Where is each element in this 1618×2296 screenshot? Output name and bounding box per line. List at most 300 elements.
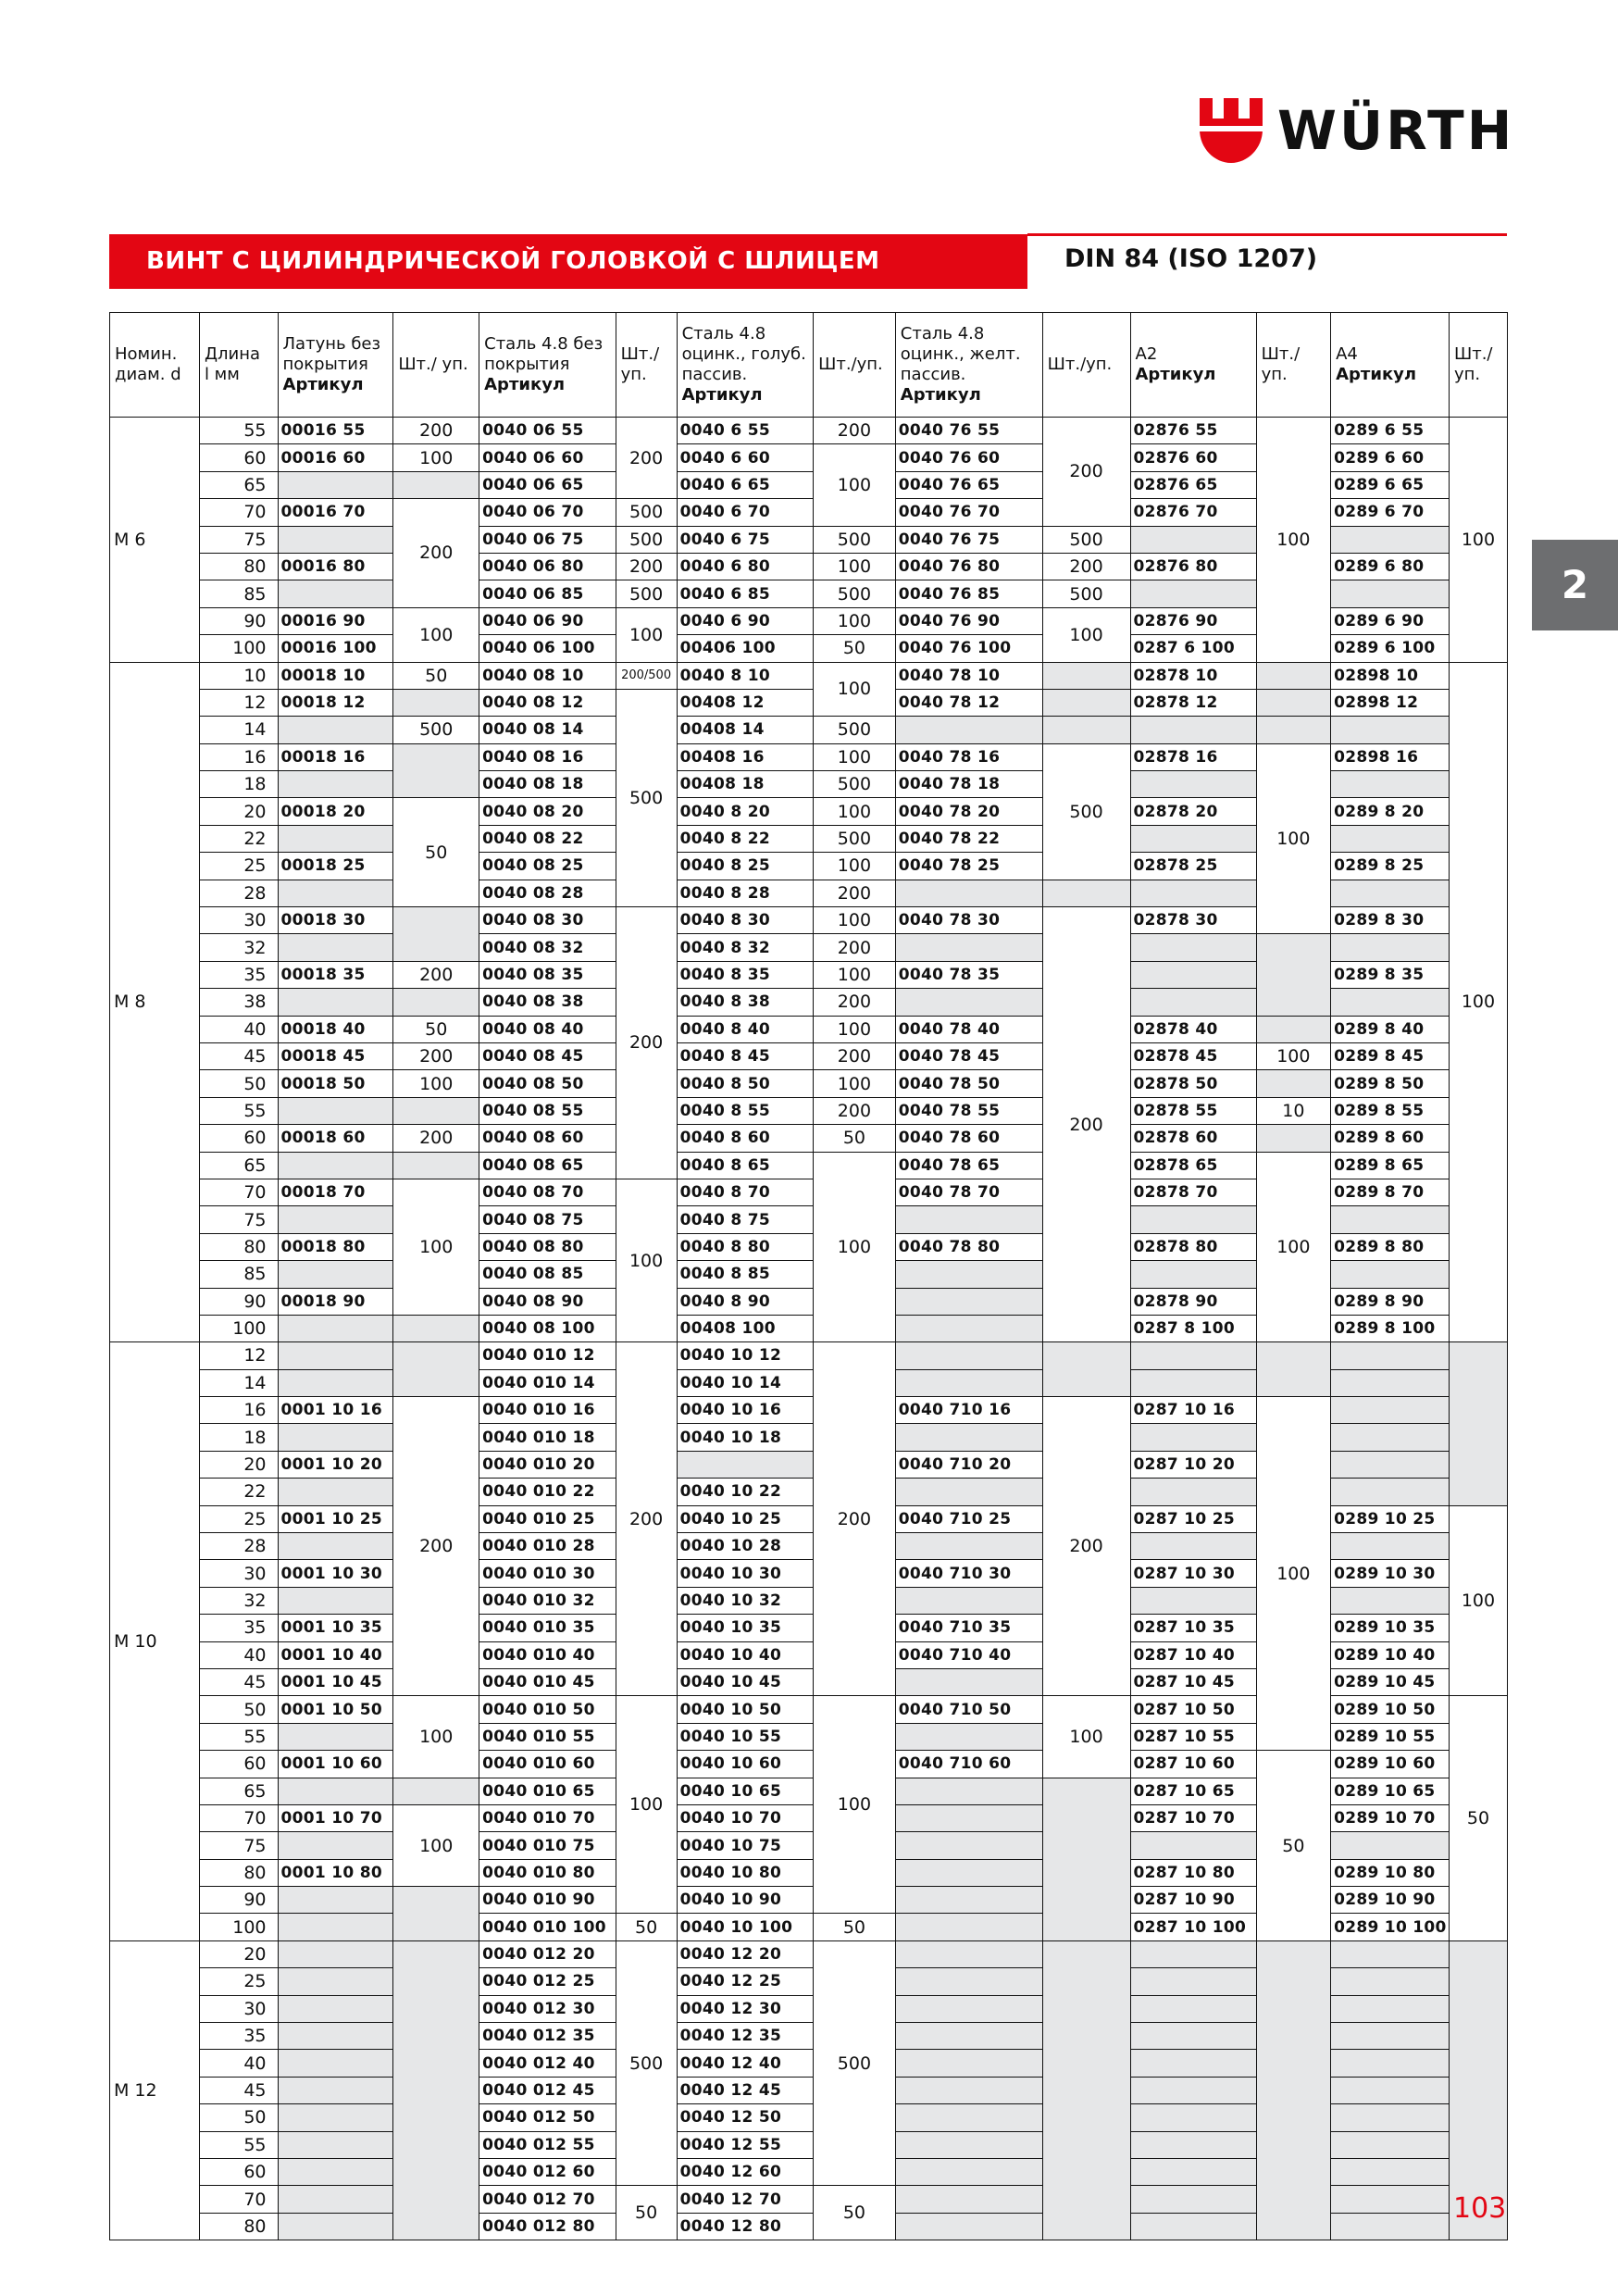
length-cell: 50 bbox=[199, 1696, 278, 1723]
steel-article: 0040 08 10 bbox=[479, 662, 616, 689]
zinc-yellow-article: 0040 78 16 bbox=[895, 743, 1042, 770]
zinc-yellow-article: 0040 76 65 bbox=[895, 471, 1042, 498]
steel-article: 0040 010 12 bbox=[479, 1342, 616, 1369]
zinc-blue-article: 0040 10 75 bbox=[677, 1832, 813, 1859]
length-cell: 70 bbox=[199, 1804, 278, 1831]
zinc-yellow-article bbox=[895, 1315, 1042, 1341]
zinc-blue-article: 0040 10 65 bbox=[677, 1778, 813, 1804]
length-cell: 75 bbox=[199, 1832, 278, 1859]
a2-article bbox=[1130, 1832, 1256, 1859]
zinc-blue-article: 00408 16 bbox=[677, 743, 813, 770]
a2-article bbox=[1130, 1342, 1256, 1369]
length-cell: 40 bbox=[199, 2050, 278, 2077]
length-cell: 35 bbox=[199, 1615, 278, 1641]
length-cell: 100 bbox=[199, 1315, 278, 1341]
zinc-blue-article: 0040 8 65 bbox=[677, 1152, 813, 1179]
a4-article: 0289 10 65 bbox=[1331, 1778, 1450, 1804]
steel-article: 0040 06 85 bbox=[479, 580, 616, 607]
brass-qty: 50 bbox=[393, 798, 479, 907]
a2-article: 0287 10 55 bbox=[1130, 1723, 1256, 1750]
length-cell: 70 bbox=[199, 1179, 278, 1205]
zinc-blue-article: 0040 6 90 bbox=[677, 607, 813, 634]
length-cell: 85 bbox=[199, 1261, 278, 1288]
brass-qty: 50 bbox=[393, 662, 479, 689]
zinc-blue-article: 0040 8 10 bbox=[677, 662, 813, 689]
length-cell: 60 bbox=[199, 444, 278, 471]
steel-qty: 500 bbox=[616, 689, 677, 906]
steel-article: 0040 06 90 bbox=[479, 607, 616, 634]
a4-article bbox=[1331, 2159, 1450, 2186]
brass-article bbox=[278, 1206, 393, 1233]
brass-article bbox=[278, 1424, 393, 1451]
zinc-yellow-article: 0040 78 25 bbox=[895, 853, 1042, 880]
a4-article: 0289 8 65 bbox=[1331, 1152, 1450, 1179]
steel-article: 0040 010 22 bbox=[479, 1479, 616, 1505]
a4-article bbox=[1331, 1587, 1450, 1614]
a2-article bbox=[1130, 1424, 1256, 1451]
a4-article: 0289 10 70 bbox=[1331, 1804, 1450, 1831]
zinc-blue-article: 0040 10 25 bbox=[677, 1505, 813, 1532]
zinc-blue-qty: 50 bbox=[814, 2186, 896, 2240]
steel-article: 0040 010 16 bbox=[479, 1397, 616, 1424]
a2-article: 0287 6 100 bbox=[1130, 635, 1256, 662]
steel-article: 0040 08 16 bbox=[479, 743, 616, 770]
zinc-yellow-article: 0040 78 20 bbox=[895, 798, 1042, 825]
brass-article bbox=[278, 1587, 393, 1614]
a2-article: 02878 20 bbox=[1130, 798, 1256, 825]
zinc-blue-qty: 100 bbox=[814, 1016, 896, 1042]
steel-article: 0040 010 32 bbox=[479, 1587, 616, 1614]
brass-qty bbox=[393, 1342, 479, 1397]
zinc-yellow-article: 0040 76 60 bbox=[895, 444, 1042, 471]
zinc-yellow-article bbox=[895, 1533, 1042, 1560]
zinc-blue-article: 00408 12 bbox=[677, 689, 813, 716]
table-row bbox=[110, 1125, 1508, 1152]
zinc-yellow-article bbox=[895, 2023, 1042, 2050]
a2-article bbox=[1130, 717, 1256, 743]
steel-article: 0040 012 25 bbox=[479, 1968, 616, 1995]
zinc-blue-article: 0040 8 30 bbox=[677, 907, 813, 934]
a2-article: 02878 45 bbox=[1130, 1042, 1256, 1069]
table-body bbox=[110, 418, 1508, 2240]
zinc-blue-qty: 500 bbox=[814, 1940, 896, 2186]
title-bar bbox=[109, 234, 1027, 289]
steel-article: 0040 010 50 bbox=[479, 1696, 616, 1723]
zinc-blue-qty: 100 bbox=[814, 743, 896, 770]
zinc-yellow-qty bbox=[1042, 880, 1130, 906]
length-cell: 100 bbox=[199, 1914, 278, 1940]
zinc-blue-qty: 500 bbox=[814, 825, 896, 852]
steel-article: 0040 08 22 bbox=[479, 825, 616, 852]
a2-article: 0287 10 45 bbox=[1130, 1668, 1256, 1695]
zinc-blue-article: 00408 18 bbox=[677, 771, 813, 798]
a2-qty bbox=[1256, 1016, 1330, 1042]
length-cell: 55 bbox=[199, 1097, 278, 1124]
brass-qty bbox=[393, 1097, 479, 1124]
steel-qty: 200 bbox=[616, 553, 677, 580]
steel-article: 0040 08 55 bbox=[479, 1097, 616, 1124]
zinc-blue-article: 00408 14 bbox=[677, 717, 813, 743]
a2-article bbox=[1130, 1261, 1256, 1288]
zinc-yellow-article bbox=[895, 2104, 1042, 2131]
zinc-blue-article: 0040 8 60 bbox=[677, 1125, 813, 1152]
a2-article: 02876 55 bbox=[1130, 418, 1256, 444]
page-title: ВИНТ С ЦИЛИНДРИЧЕСКОЙ ГОЛОВКОЙ С ШЛИЦЕМ bbox=[146, 247, 880, 275]
zinc-blue-qty: 100 bbox=[814, 607, 896, 634]
steel-article: 0040 010 80 bbox=[479, 1859, 616, 1886]
zinc-yellow-qty bbox=[1042, 1940, 1130, 2240]
header-a4: A4 Артикул bbox=[1331, 313, 1450, 418]
steel-article: 0040 08 80 bbox=[479, 1233, 616, 1260]
zinc-yellow-qty: 200 bbox=[1042, 907, 1130, 1342]
length-cell: 45 bbox=[199, 1668, 278, 1695]
steel-article: 0040 08 30 bbox=[479, 907, 616, 934]
a2-article: 02878 80 bbox=[1130, 1233, 1256, 1260]
zinc-blue-article: 0040 12 20 bbox=[677, 1940, 813, 1967]
a4-article: 0289 8 55 bbox=[1331, 1097, 1450, 1124]
a2-qty bbox=[1256, 717, 1330, 743]
length-cell: 60 bbox=[199, 2159, 278, 2186]
table-header-row bbox=[110, 313, 1508, 418]
brass-article: 00018 20 bbox=[278, 798, 393, 825]
zinc-yellow-article: 0040 78 10 bbox=[895, 662, 1042, 689]
steel-article: 0040 012 70 bbox=[479, 2186, 616, 2213]
brass-article: 00018 35 bbox=[278, 961, 393, 988]
a4-article: 0289 10 50 bbox=[1331, 1696, 1450, 1723]
zinc-blue-article: 00408 100 bbox=[677, 1315, 813, 1341]
diameter-cell: M 6 bbox=[110, 418, 200, 663]
brass-article bbox=[278, 1152, 393, 1179]
length-cell: 32 bbox=[199, 1587, 278, 1614]
a4-article: 0289 10 55 bbox=[1331, 1723, 1450, 1750]
a2-article: 0287 10 25 bbox=[1130, 1505, 1256, 1532]
length-cell: 12 bbox=[199, 689, 278, 716]
length-cell: 75 bbox=[199, 526, 278, 553]
steel-article: 0040 06 65 bbox=[479, 471, 616, 498]
a2-article: 0287 10 50 bbox=[1130, 1696, 1256, 1723]
zinc-yellow-article: 0040 78 22 bbox=[895, 825, 1042, 852]
a4-article: 0289 10 80 bbox=[1331, 1859, 1450, 1886]
length-cell: 18 bbox=[199, 1424, 278, 1451]
a2-article: 02878 30 bbox=[1130, 907, 1256, 934]
zinc-yellow-article bbox=[895, 1206, 1042, 1233]
brass-article bbox=[278, 2131, 393, 2158]
table-row bbox=[110, 1152, 1508, 1179]
zinc-yellow-article: 0040 78 45 bbox=[895, 1042, 1042, 1069]
zinc-blue-qty: 200 bbox=[814, 1042, 896, 1069]
zinc-yellow-article: 0040 76 75 bbox=[895, 526, 1042, 553]
a4-article: 0289 8 40 bbox=[1331, 1016, 1450, 1042]
a2-qty bbox=[1256, 1070, 1330, 1097]
length-cell: 45 bbox=[199, 1042, 278, 1069]
a2-article bbox=[1130, 2050, 1256, 2077]
header-qty: Шт./ уп. bbox=[1449, 313, 1507, 418]
brass-article: 0001 10 80 bbox=[278, 1859, 393, 1886]
zinc-yellow-qty bbox=[1042, 689, 1130, 716]
brass-qty: 200 bbox=[393, 499, 479, 608]
a2-article bbox=[1130, 2104, 1256, 2131]
brass-article: 00018 70 bbox=[278, 1179, 393, 1205]
steel-article: 0040 08 60 bbox=[479, 1125, 616, 1152]
zinc-yellow-qty: 200 bbox=[1042, 1397, 1130, 1696]
zinc-blue-article: 0040 10 70 bbox=[677, 1804, 813, 1831]
zinc-blue-qty: 200 bbox=[814, 934, 896, 961]
brass-qty: 100 bbox=[393, 607, 479, 662]
brass-article: 0001 10 70 bbox=[278, 1804, 393, 1831]
a2-article: 02878 55 bbox=[1130, 1097, 1256, 1124]
length-cell: 80 bbox=[199, 2213, 278, 2240]
header-diam: Номин. диам. d bbox=[110, 313, 200, 418]
zinc-yellow-article: 0040 78 65 bbox=[895, 1152, 1042, 1179]
zinc-blue-article: 0040 8 22 bbox=[677, 825, 813, 852]
brass-article bbox=[278, 526, 393, 553]
zinc-yellow-article bbox=[895, 1723, 1042, 1750]
zinc-yellow-article bbox=[895, 880, 1042, 906]
a2-qty: 50 bbox=[1256, 1751, 1330, 1941]
length-cell: 45 bbox=[199, 2077, 278, 2103]
header-brass: Латунь без покрытия Артикул bbox=[278, 313, 393, 418]
length-cell: 30 bbox=[199, 1560, 278, 1587]
a2-qty: 100 bbox=[1256, 1397, 1330, 1751]
zinc-yellow-qty bbox=[1042, 1342, 1130, 1397]
zinc-blue-article: 0040 10 55 bbox=[677, 1723, 813, 1750]
zinc-blue-qty: 50 bbox=[814, 1125, 896, 1152]
a2-qty: 100 bbox=[1256, 418, 1330, 663]
steel-article: 0040 012 50 bbox=[479, 2104, 616, 2131]
table-row bbox=[110, 1940, 1508, 1967]
zinc-yellow-article: 0040 710 40 bbox=[895, 1641, 1042, 1668]
brass-qty bbox=[393, 989, 479, 1016]
standard-label: DIN 84 (ISO 1207) bbox=[1064, 244, 1318, 273]
zinc-yellow-article bbox=[895, 1288, 1042, 1315]
a2-article bbox=[1130, 2159, 1256, 2186]
a4-qty: 50 bbox=[1449, 1696, 1507, 1941]
brass-article: 00016 90 bbox=[278, 607, 393, 634]
steel-article: 0040 010 45 bbox=[479, 1668, 616, 1695]
zinc-blue-qty: 200 bbox=[814, 1097, 896, 1124]
length-cell: 20 bbox=[199, 798, 278, 825]
brass-article: 0001 10 20 bbox=[278, 1451, 393, 1478]
a2-article: 02876 80 bbox=[1130, 553, 1256, 580]
brass-article bbox=[278, 1832, 393, 1859]
a4-article bbox=[1331, 717, 1450, 743]
length-cell: 50 bbox=[199, 2104, 278, 2131]
steel-article: 0040 08 18 bbox=[479, 771, 616, 798]
a2-article: 02878 25 bbox=[1130, 853, 1256, 880]
brass-article: 0001 10 60 bbox=[278, 1751, 393, 1778]
steel-qty: 100 bbox=[616, 607, 677, 662]
zinc-yellow-article bbox=[895, 989, 1042, 1016]
brass-article bbox=[278, 825, 393, 852]
zinc-yellow-article bbox=[895, 1587, 1042, 1614]
a2-article bbox=[1130, 1995, 1256, 2022]
zinc-yellow-article bbox=[895, 1995, 1042, 2022]
a4-qty: 100 bbox=[1449, 1505, 1507, 1696]
steel-article: 0040 08 50 bbox=[479, 1070, 616, 1097]
a2-article: 0287 10 35 bbox=[1130, 1615, 1256, 1641]
table-row bbox=[110, 717, 1508, 743]
brass-article: 00016 100 bbox=[278, 635, 393, 662]
a4-article bbox=[1331, 580, 1450, 607]
brass-article bbox=[278, 2159, 393, 2186]
a4-qty: 100 bbox=[1449, 418, 1507, 663]
brass-qty: 200 bbox=[393, 961, 479, 988]
zinc-blue-qty: 100 bbox=[814, 1070, 896, 1097]
table-row bbox=[110, 1097, 1508, 1124]
zinc-blue-qty: 100 bbox=[814, 798, 896, 825]
steel-qty: 500 bbox=[616, 526, 677, 553]
page-number: 103 bbox=[1453, 2192, 1507, 2225]
zinc-yellow-article: 0040 76 85 bbox=[895, 580, 1042, 607]
a4-article: 0289 8 20 bbox=[1331, 798, 1450, 825]
header-qty: Шт./ уп. bbox=[393, 313, 479, 418]
brass-article: 00018 60 bbox=[278, 1125, 393, 1152]
brass-article bbox=[278, 1533, 393, 1560]
zinc-blue-article: 0040 12 45 bbox=[677, 2077, 813, 2103]
a2-article bbox=[1130, 1369, 1256, 1396]
zinc-blue-article: 0040 8 38 bbox=[677, 989, 813, 1016]
zinc-yellow-qty: 100 bbox=[1042, 607, 1130, 662]
length-cell: 35 bbox=[199, 961, 278, 988]
table-row bbox=[110, 1342, 1508, 1369]
a2-article bbox=[1130, 580, 1256, 607]
zinc-yellow-qty: 500 bbox=[1042, 580, 1130, 607]
length-cell: 32 bbox=[199, 934, 278, 961]
zinc-blue-article: 0040 8 45 bbox=[677, 1042, 813, 1069]
zinc-blue-article: 0040 10 45 bbox=[677, 1668, 813, 1695]
length-cell: 55 bbox=[199, 418, 278, 444]
length-cell: 18 bbox=[199, 771, 278, 798]
zinc-blue-article: 0040 8 75 bbox=[677, 1206, 813, 1233]
a4-article: 0289 6 100 bbox=[1331, 635, 1450, 662]
a4-article: 0289 8 90 bbox=[1331, 1288, 1450, 1315]
a2-article: 0287 10 90 bbox=[1130, 1887, 1256, 1914]
zinc-blue-article: 0040 10 12 bbox=[677, 1342, 813, 1369]
zinc-yellow-article: 0040 78 55 bbox=[895, 1097, 1042, 1124]
steel-article: 0040 010 75 bbox=[479, 1832, 616, 1859]
zinc-blue-article: 0040 10 100 bbox=[677, 1914, 813, 1940]
brass-article: 00016 60 bbox=[278, 444, 393, 471]
length-cell: 22 bbox=[199, 1479, 278, 1505]
a4-article bbox=[1331, 1533, 1450, 1560]
zinc-yellow-article bbox=[895, 2159, 1042, 2186]
a2-article bbox=[1130, 2023, 1256, 2050]
a4-article bbox=[1331, 989, 1450, 1016]
zinc-blue-article: 0040 10 16 bbox=[677, 1397, 813, 1424]
brass-qty bbox=[393, 689, 479, 716]
a2-article bbox=[1130, 1206, 1256, 1233]
zinc-blue-article: 0040 10 28 bbox=[677, 1533, 813, 1560]
a4-article bbox=[1331, 1206, 1450, 1233]
zinc-blue-qty: 100 bbox=[814, 553, 896, 580]
length-cell: 28 bbox=[199, 880, 278, 906]
zinc-yellow-article bbox=[895, 1859, 1042, 1886]
steel-article: 0040 010 35 bbox=[479, 1615, 616, 1641]
a2-article: 02876 70 bbox=[1130, 499, 1256, 526]
brass-article bbox=[278, 2186, 393, 2213]
zinc-yellow-article: 0040 710 50 bbox=[895, 1696, 1042, 1723]
a2-article bbox=[1130, 1587, 1256, 1614]
zinc-yellow-article: 0040 76 55 bbox=[895, 418, 1042, 444]
a2-qty bbox=[1256, 662, 1330, 689]
brass-article: 00018 50 bbox=[278, 1070, 393, 1097]
length-cell: 40 bbox=[199, 1641, 278, 1668]
a2-article: 0287 10 16 bbox=[1130, 1397, 1256, 1424]
brass-article bbox=[278, 2104, 393, 2131]
header-qty: Шт./ уп. bbox=[1256, 313, 1330, 418]
table-row bbox=[110, 689, 1508, 716]
zinc-yellow-qty bbox=[1042, 717, 1130, 743]
steel-article: 0040 010 90 bbox=[479, 1887, 616, 1914]
title-rule bbox=[1027, 233, 1507, 236]
length-cell: 14 bbox=[199, 717, 278, 743]
length-cell: 35 bbox=[199, 2023, 278, 2050]
a2-article: 02876 90 bbox=[1130, 607, 1256, 634]
zinc-blue-article: 0040 12 25 bbox=[677, 1968, 813, 1995]
a4-article bbox=[1331, 1397, 1450, 1424]
zinc-yellow-article bbox=[895, 2131, 1042, 2158]
a2-article bbox=[1130, 825, 1256, 852]
brass-qty bbox=[393, 1887, 479, 1941]
length-cell: 90 bbox=[199, 1288, 278, 1315]
a4-article bbox=[1331, 526, 1450, 553]
a4-article: 0289 6 80 bbox=[1331, 553, 1450, 580]
a2-qty bbox=[1256, 1940, 1330, 2240]
a4-article bbox=[1331, 2023, 1450, 2050]
steel-article: 0040 08 12 bbox=[479, 689, 616, 716]
zinc-blue-article: 0040 8 55 bbox=[677, 1097, 813, 1124]
zinc-blue-article: 0040 10 30 bbox=[677, 1560, 813, 1587]
zinc-yellow-article: 0040 78 70 bbox=[895, 1179, 1042, 1205]
a4-article bbox=[1331, 2186, 1450, 2213]
a4-article: 0289 6 90 bbox=[1331, 607, 1450, 634]
a2-article: 0287 10 80 bbox=[1130, 1859, 1256, 1886]
a2-article bbox=[1130, 934, 1256, 961]
brass-article bbox=[278, 771, 393, 798]
length-cell: 14 bbox=[199, 1369, 278, 1396]
length-cell: 12 bbox=[199, 1342, 278, 1369]
a2-qty: 10 bbox=[1256, 1097, 1330, 1124]
zinc-blue-article: 0040 12 35 bbox=[677, 2023, 813, 2050]
zinc-yellow-article: 0040 76 90 bbox=[895, 607, 1042, 634]
steel-article: 0040 012 30 bbox=[479, 1995, 616, 2022]
length-cell: 65 bbox=[199, 471, 278, 498]
brass-qty bbox=[393, 743, 479, 798]
brass-article bbox=[278, 1315, 393, 1341]
table-row bbox=[110, 662, 1508, 689]
length-cell: 20 bbox=[199, 1451, 278, 1478]
a2-article: 02878 12 bbox=[1130, 689, 1256, 716]
brass-qty: 100 bbox=[393, 1696, 479, 1778]
steel-article: 0040 012 20 bbox=[479, 1940, 616, 1967]
zinc-blue-article: 0040 12 80 bbox=[677, 2213, 813, 2240]
zinc-blue-article: 0040 8 35 bbox=[677, 961, 813, 988]
length-cell: 22 bbox=[199, 825, 278, 852]
zinc-yellow-article: 0040 78 35 bbox=[895, 961, 1042, 988]
zinc-yellow-article bbox=[895, 1424, 1042, 1451]
a2-article: 0287 10 100 bbox=[1130, 1914, 1256, 1940]
length-cell: 75 bbox=[199, 1206, 278, 1233]
a4-article bbox=[1331, 2050, 1450, 2077]
steel-article: 0040 012 35 bbox=[479, 2023, 616, 2050]
zinc-blue-article: 0040 12 40 bbox=[677, 2050, 813, 2077]
length-cell: 80 bbox=[199, 553, 278, 580]
steel-article: 0040 08 25 bbox=[479, 853, 616, 880]
length-cell: 90 bbox=[199, 607, 278, 634]
steel-qty: 50 bbox=[616, 2186, 677, 2240]
a4-article: 0289 10 25 bbox=[1331, 1505, 1450, 1532]
steel-article: 0040 010 28 bbox=[479, 1533, 616, 1560]
